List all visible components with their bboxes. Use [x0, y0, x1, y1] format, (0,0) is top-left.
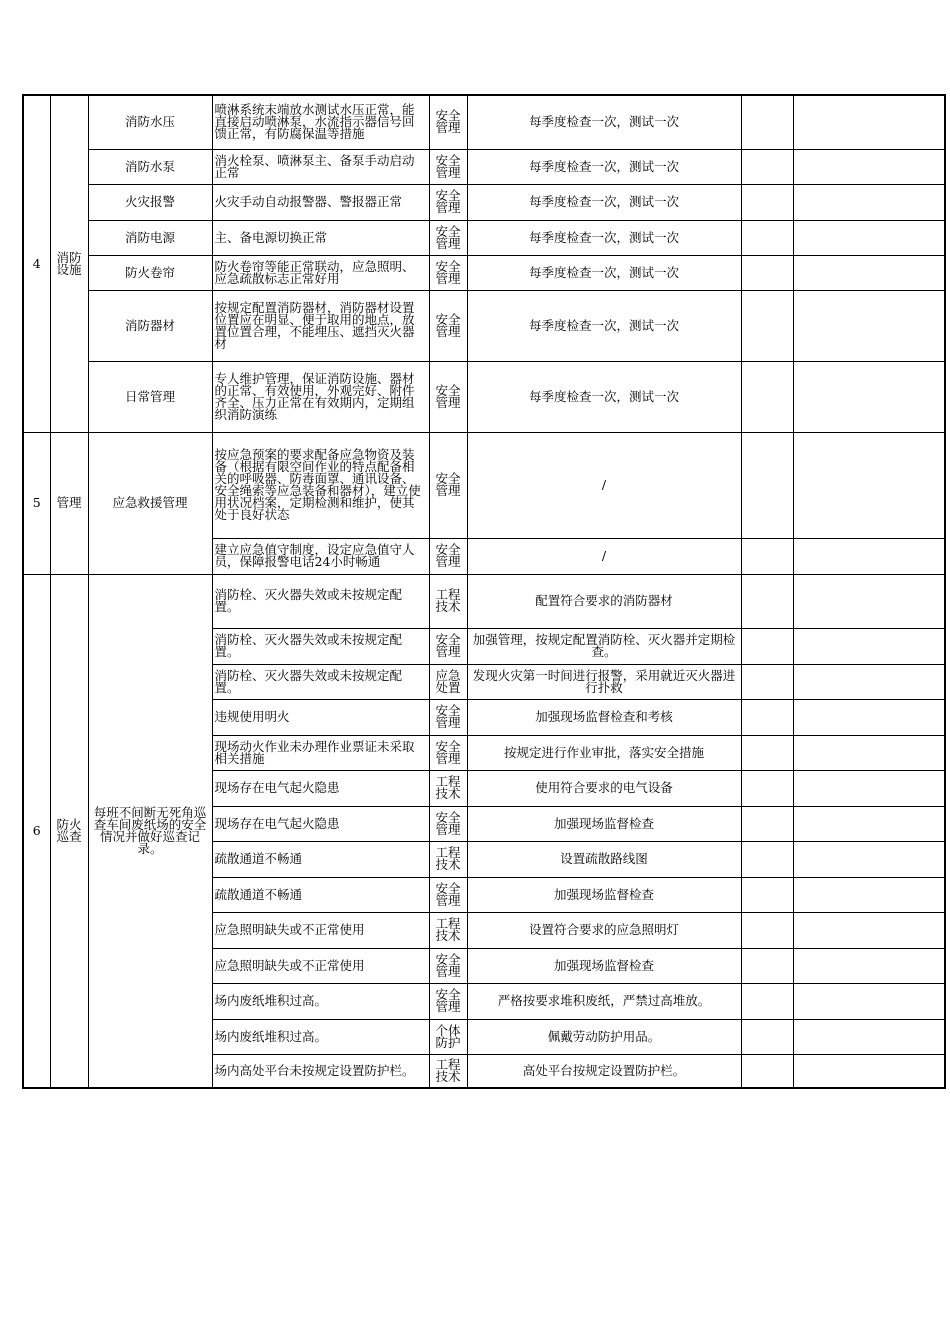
blank-cell: [793, 220, 945, 255]
blank-cell: [793, 574, 945, 628]
blank-cell: [741, 538, 793, 574]
row-content: 场内废纸堆积过高。: [212, 983, 429, 1019]
row-type: 工程技术: [429, 1054, 467, 1088]
blank-cell: [793, 806, 945, 841]
blank-cell: [793, 948, 945, 983]
blank-cell: [741, 948, 793, 983]
blank-cell: [741, 255, 793, 290]
blank-cell: [741, 432, 793, 538]
row-type: 安全管理: [429, 361, 467, 432]
row-content: 消防栓、灭火器失效或未按规定配置。: [212, 664, 429, 699]
row-measure: 加强现场监督检查: [467, 877, 741, 912]
row-type: 应急处置: [429, 664, 467, 699]
table-row: [23, 149, 945, 184]
row-item: 消防电源: [88, 220, 212, 255]
blank-cell: [793, 149, 945, 184]
blank-cell: [793, 361, 945, 432]
row-type: 安全管理: [429, 95, 467, 149]
row-type: 安全管理: [429, 983, 467, 1019]
row-content: 消防栓、灭火器失效或未按规定配置。: [212, 628, 429, 664]
blank-cell: [793, 432, 945, 538]
row-type: 安全管理: [429, 538, 467, 574]
row-content: 按规定配置消防器材，消防器材设置位置应在明显、便于取用的地点，放置位置合理，不能埋压、遮挡灭火器材: [212, 290, 429, 361]
row-type: 安全管理: [429, 255, 467, 290]
blank-cell: [741, 983, 793, 1019]
row-content: 场内高处平台未按规定设置防护栏。: [212, 1054, 429, 1088]
blank-cell: [741, 290, 793, 361]
blank-cell: [741, 149, 793, 184]
blank-cell: [793, 1019, 945, 1054]
blank-cell: [741, 912, 793, 948]
row-content: 场内废纸堆积过高。: [212, 1019, 429, 1054]
row-item: 消防水压: [88, 95, 212, 149]
blank-cell: [741, 184, 793, 220]
row-measure: 加强现场监督检查和考核: [467, 699, 741, 735]
row-content: 火灾手动自动报警器、警报器正常: [212, 184, 429, 220]
row-type: 安全管理: [429, 628, 467, 664]
row-content: 主、备电源切换正常: [212, 220, 429, 255]
row-content: 消防栓、灭火器失效或未按规定配置。: [212, 574, 429, 628]
section-number: 4: [23, 95, 50, 432]
blank-cell: [793, 628, 945, 664]
section-number: 5: [23, 432, 50, 574]
row-content: 建立应急值守制度，设定应急值守人员，保障报警电话24小时畅通: [212, 538, 429, 574]
blank-cell: [793, 184, 945, 220]
blank-cell: [793, 95, 945, 149]
row-content: 疏散通道不畅通: [212, 841, 429, 877]
row-content: 消火栓泵、喷淋泵主、备泵手动启动正常: [212, 149, 429, 184]
row-type: 安全管理: [429, 699, 467, 735]
blank-cell: [741, 1019, 793, 1054]
row-type: 工程技术: [429, 841, 467, 877]
table-row: [23, 255, 945, 290]
blank-cell: [741, 1054, 793, 1088]
row-type: 安全管理: [429, 149, 467, 184]
row-content: 防火卷帘等能正常联动，应急照明、应急疏散标志正常好用: [212, 255, 429, 290]
blank-cell: [741, 841, 793, 877]
row-measure: /: [467, 432, 741, 538]
row-measure: 每季度检查一次，测试一次: [467, 149, 741, 184]
blank-cell: [793, 841, 945, 877]
row-measure: 按规定进行作业审批，落实安全措施: [467, 735, 741, 770]
table-body: [23, 95, 945, 1088]
blank-cell: [793, 664, 945, 699]
row-content: 疏散通道不畅通: [212, 877, 429, 912]
row-measure: 配置符合要求的消防器材: [467, 574, 741, 628]
table-row: [23, 220, 945, 255]
section-item: 每班不间断无死角巡查车间废纸场的安全情况并做好巡查记录。: [88, 574, 212, 1088]
section-category: 防火巡查: [50, 574, 88, 1088]
blank-cell: [741, 95, 793, 149]
row-content: 按应急预案的要求配备应急物资及装备（根据有限空间作业的特点配备相关的呼吸器、防毒面罩、通讯设备、安全绳索等应急装备和器材），建立使用状况档案，定期检测和维护，使其处于良好状态: [212, 432, 429, 538]
row-type: 安全管理: [429, 184, 467, 220]
row-measure: 使用符合要求的电气设备: [467, 770, 741, 806]
row-measure: 每季度检查一次，测试一次: [467, 255, 741, 290]
blank-cell: [793, 1054, 945, 1088]
row-measure: 加强管理，按规定配置消防栓、灭火器并定期检查。: [467, 628, 741, 664]
row-content: 现场存在电气起火隐患: [212, 770, 429, 806]
row-content: 应急照明缺失或不正常使用: [212, 912, 429, 948]
row-content: 现场存在电气起火隐患: [212, 806, 429, 841]
blank-cell: [741, 361, 793, 432]
row-type: 安全管理: [429, 735, 467, 770]
table-row: [23, 361, 945, 432]
row-type: 个体防护: [429, 1019, 467, 1054]
row-item: 防火卷帘: [88, 255, 212, 290]
row-measure: /: [467, 538, 741, 574]
row-measure: 设置符合要求的应急照明灯: [467, 912, 741, 948]
row-content: 专人维护管理，保证消防设施、器材的正常、有效使用，外观完好、附件齐全、压力正常在有效期内，定期组织消防演练: [212, 361, 429, 432]
section-number: 6: [23, 574, 50, 1088]
row-content: 应急照明缺失或不正常使用: [212, 948, 429, 983]
blank-cell: [793, 699, 945, 735]
blank-cell: [793, 912, 945, 948]
table-row: [23, 574, 945, 628]
blank-cell: [793, 877, 945, 912]
row-type: 工程技术: [429, 770, 467, 806]
table-row: [23, 95, 945, 149]
table-row: [23, 290, 945, 361]
blank-cell: [741, 220, 793, 255]
row-content: 违规使用明火: [212, 699, 429, 735]
blank-cell: [793, 983, 945, 1019]
row-type: 安全管理: [429, 948, 467, 983]
blank-cell: [741, 664, 793, 699]
row-measure: 每季度检查一次，测试一次: [467, 95, 741, 149]
blank-cell: [741, 699, 793, 735]
row-measure: 每季度检查一次，测试一次: [467, 361, 741, 432]
row-type: 工程技术: [429, 574, 467, 628]
blank-cell: [741, 877, 793, 912]
row-item: 日常管理: [88, 361, 212, 432]
blank-cell: [741, 806, 793, 841]
row-measure: 严格按要求堆积废纸，严禁过高堆放。: [467, 983, 741, 1019]
row-type: 工程技术: [429, 912, 467, 948]
blank-cell: [741, 770, 793, 806]
blank-cell: [741, 735, 793, 770]
row-measure: 佩戴劳动防护用品。: [467, 1019, 741, 1054]
row-measure: 发现火灾第一时间进行报警，采用就近灭火器进行扑救: [467, 664, 741, 699]
row-type: 安全管理: [429, 290, 467, 361]
row-measure: 设置疏散路线图: [467, 841, 741, 877]
row-measure: 高处平台按规定设置防护栏。: [467, 1054, 741, 1088]
blank-cell: [793, 255, 945, 290]
row-type: 安全管理: [429, 432, 467, 538]
section-category: 消防设施: [50, 95, 88, 432]
blank-cell: [793, 538, 945, 574]
row-item: 消防器材: [88, 290, 212, 361]
row-measure: 每季度检查一次，测试一次: [467, 220, 741, 255]
row-type: 安全管理: [429, 220, 467, 255]
blank-cell: [793, 770, 945, 806]
row-measure: 加强现场监督检查: [467, 948, 741, 983]
section-item: 应急救援管理: [88, 432, 212, 574]
blank-cell: [793, 735, 945, 770]
blank-cell: [793, 290, 945, 361]
section-category: 管理: [50, 432, 88, 574]
row-content: 现场动火作业未办理作业票证未采取相关措施: [212, 735, 429, 770]
table-row: [23, 184, 945, 220]
table-row: [23, 432, 945, 538]
inspection-table: [22, 94, 946, 1089]
blank-cell: [741, 628, 793, 664]
row-measure: 加强现场监督检查: [467, 806, 741, 841]
row-type: 安全管理: [429, 806, 467, 841]
row-measure: 每季度检查一次，测试一次: [467, 184, 741, 220]
row-item: 消防水泵: [88, 149, 212, 184]
row-type: 安全管理: [429, 877, 467, 912]
row-item: 火灾报警: [88, 184, 212, 220]
row-measure: 每季度检查一次，测试一次: [467, 290, 741, 361]
row-content: 喷淋系统末端放水测试水压正常，能直接启动喷淋泵，水流指示器信号回馈正常，有防腐保温等措施: [212, 95, 429, 149]
blank-cell: [741, 574, 793, 628]
